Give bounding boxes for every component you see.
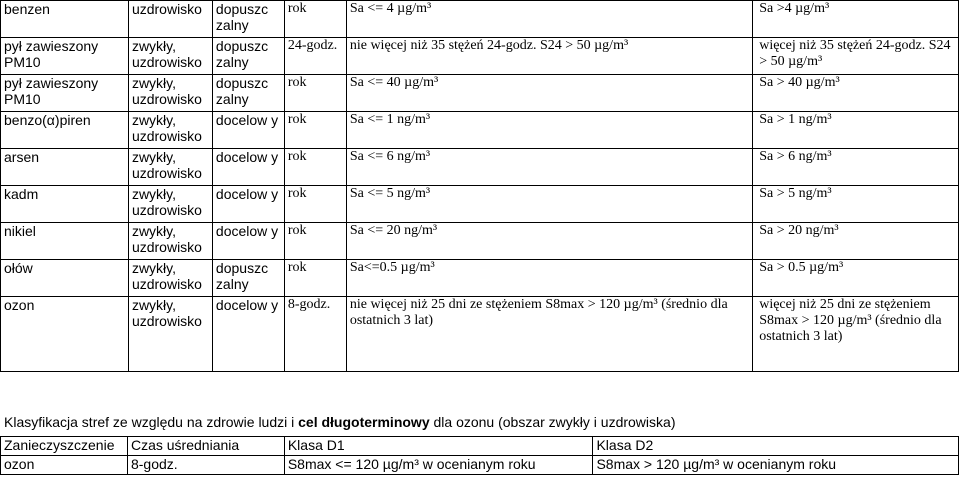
condition-a-cell: Sa<=0.5 µg/m³: [346, 260, 752, 297]
area-cell: zwykły, uzdrowisko: [128, 149, 212, 186]
area-cell: uzdrowisko: [128, 1, 212, 38]
table-row: [1, 186, 959, 223]
period-cell: rok: [284, 186, 346, 223]
header-class-d2: Klasa D2: [593, 437, 959, 456]
ozone-title-bold: cel długoterminowy: [298, 414, 430, 430]
table-row: [1, 112, 959, 149]
ozone-data-row: [1, 456, 959, 475]
type-cell: dopuszc zalny: [212, 38, 284, 75]
condition-b-cell: Sa > 1 ng/m³: [753, 112, 959, 149]
condition-b-cell: Sa > 0.5 µg/m³: [753, 260, 959, 297]
type-cell: docelow y: [212, 297, 284, 372]
condition-b-cell: Sa > 20 ng/m³: [753, 223, 959, 260]
area-cell: zwykły, uzdrowisko: [128, 38, 212, 75]
ozone-long-term-table: [0, 436, 959, 475]
ozone-title-post: dla ozonu (obszar zwykły i uzdrowiska): [429, 414, 676, 430]
type-cell: docelow y: [212, 149, 284, 186]
header-class-d1: Klasa D1: [284, 437, 593, 456]
ozone-averaging-time: 8-godz.: [127, 456, 284, 475]
area-cell: zwykły, uzdrowisko: [128, 223, 212, 260]
condition-a-cell: Sa <= 40 µg/m³: [346, 75, 752, 112]
condition-a-cell: Sa <= 1 ng/m³: [346, 112, 752, 149]
type-cell: docelow y: [212, 186, 284, 223]
ozone-class-d1: S8max <= 120 µg/m³ w ocenianym roku: [284, 456, 593, 475]
ozone-header-row: [1, 437, 959, 456]
period-cell: rok: [284, 1, 346, 38]
condition-b-cell: więcej niż 25 dni ze stężeniem S8max > 120 µg/m³ (średnio dla ostatnich 3 lat): [753, 297, 959, 372]
pollutant-cell: nikiel: [1, 223, 129, 260]
pollutant-cell: benzen: [1, 1, 129, 38]
condition-a-cell: Sa <= 5 ng/m³: [346, 186, 752, 223]
table-row: [1, 38, 959, 75]
condition-a-cell: Sa <= 6 ng/m³: [346, 149, 752, 186]
type-cell: docelow y: [212, 223, 284, 260]
period-cell: rok: [284, 149, 346, 186]
type-cell: dopuszc zalny: [212, 75, 284, 112]
header-pollutant: Zanieczyszczenie: [1, 437, 128, 456]
period-cell: rok: [284, 260, 346, 297]
condition-b-cell: Sa >4 µg/m³: [753, 1, 959, 38]
ozone-pollutant: ozon: [1, 456, 128, 475]
condition-b-cell: Sa > 5 ng/m³: [753, 186, 959, 223]
condition-a-cell: nie więcej niż 25 dni ze stężeniem S8max > 120 µg/m³ (średnio dla ostatnich 3 lat): [346, 297, 752, 372]
condition-a-cell: Sa <= 20 ng/m³: [346, 223, 752, 260]
header-averaging-time: Czas uśredniania: [127, 437, 284, 456]
table-row: [1, 260, 959, 297]
condition-b-cell: więcej niż 35 stężeń 24-godz. S24 > 50 µg/m³: [753, 38, 959, 75]
table-row: [1, 297, 959, 372]
table-row: [1, 223, 959, 260]
ozone-title-pre: Klasyfikacja stref ze względu na zdrowie ludzi i: [4, 414, 299, 430]
pollutant-cell: pył zawieszony PM10: [1, 38, 129, 75]
area-cell: zwykły, uzdrowisko: [128, 297, 212, 372]
pollutant-cell: benzo(α)piren: [1, 112, 129, 149]
ozone-section-title: [4, 414, 675, 430]
period-cell: 24-godz.: [284, 38, 346, 75]
period-cell: rok: [284, 75, 346, 112]
type-cell: docelow y: [212, 112, 284, 149]
table-row: [1, 1, 959, 38]
condition-b-cell: Sa > 6 ng/m³: [753, 149, 959, 186]
ozone-class-d2: S8max > 120 µg/m³ w ocenianym roku: [593, 456, 959, 475]
type-cell: dopuszc zalny: [212, 1, 284, 38]
area-cell: zwykły, uzdrowisko: [128, 112, 212, 149]
pollutant-cell: ołów: [1, 260, 129, 297]
period-cell: 8-godz.: [284, 297, 346, 372]
area-cell: zwykły, uzdrowisko: [128, 260, 212, 297]
condition-a-cell: nie więcej niż 35 stężeń 24-godz. S24 > 50 µg/m³: [346, 38, 752, 75]
area-cell: zwykły, uzdrowisko: [128, 75, 212, 112]
pollutant-cell: pył zawieszony PM10: [1, 75, 129, 112]
pollutant-cell: ozon: [1, 297, 129, 372]
type-cell: dopuszc zalny: [212, 260, 284, 297]
condition-b-cell: Sa > 40 µg/m³: [753, 75, 959, 112]
table-row: [1, 149, 959, 186]
table-row: [1, 75, 959, 112]
pollutant-cell: kadm: [1, 186, 129, 223]
period-cell: rok: [284, 112, 346, 149]
condition-a-cell: Sa <= 4 µg/m³: [346, 1, 752, 38]
period-cell: rok: [284, 223, 346, 260]
area-cell: zwykły, uzdrowisko: [128, 186, 212, 223]
pollutant-cell: arsen: [1, 149, 129, 186]
